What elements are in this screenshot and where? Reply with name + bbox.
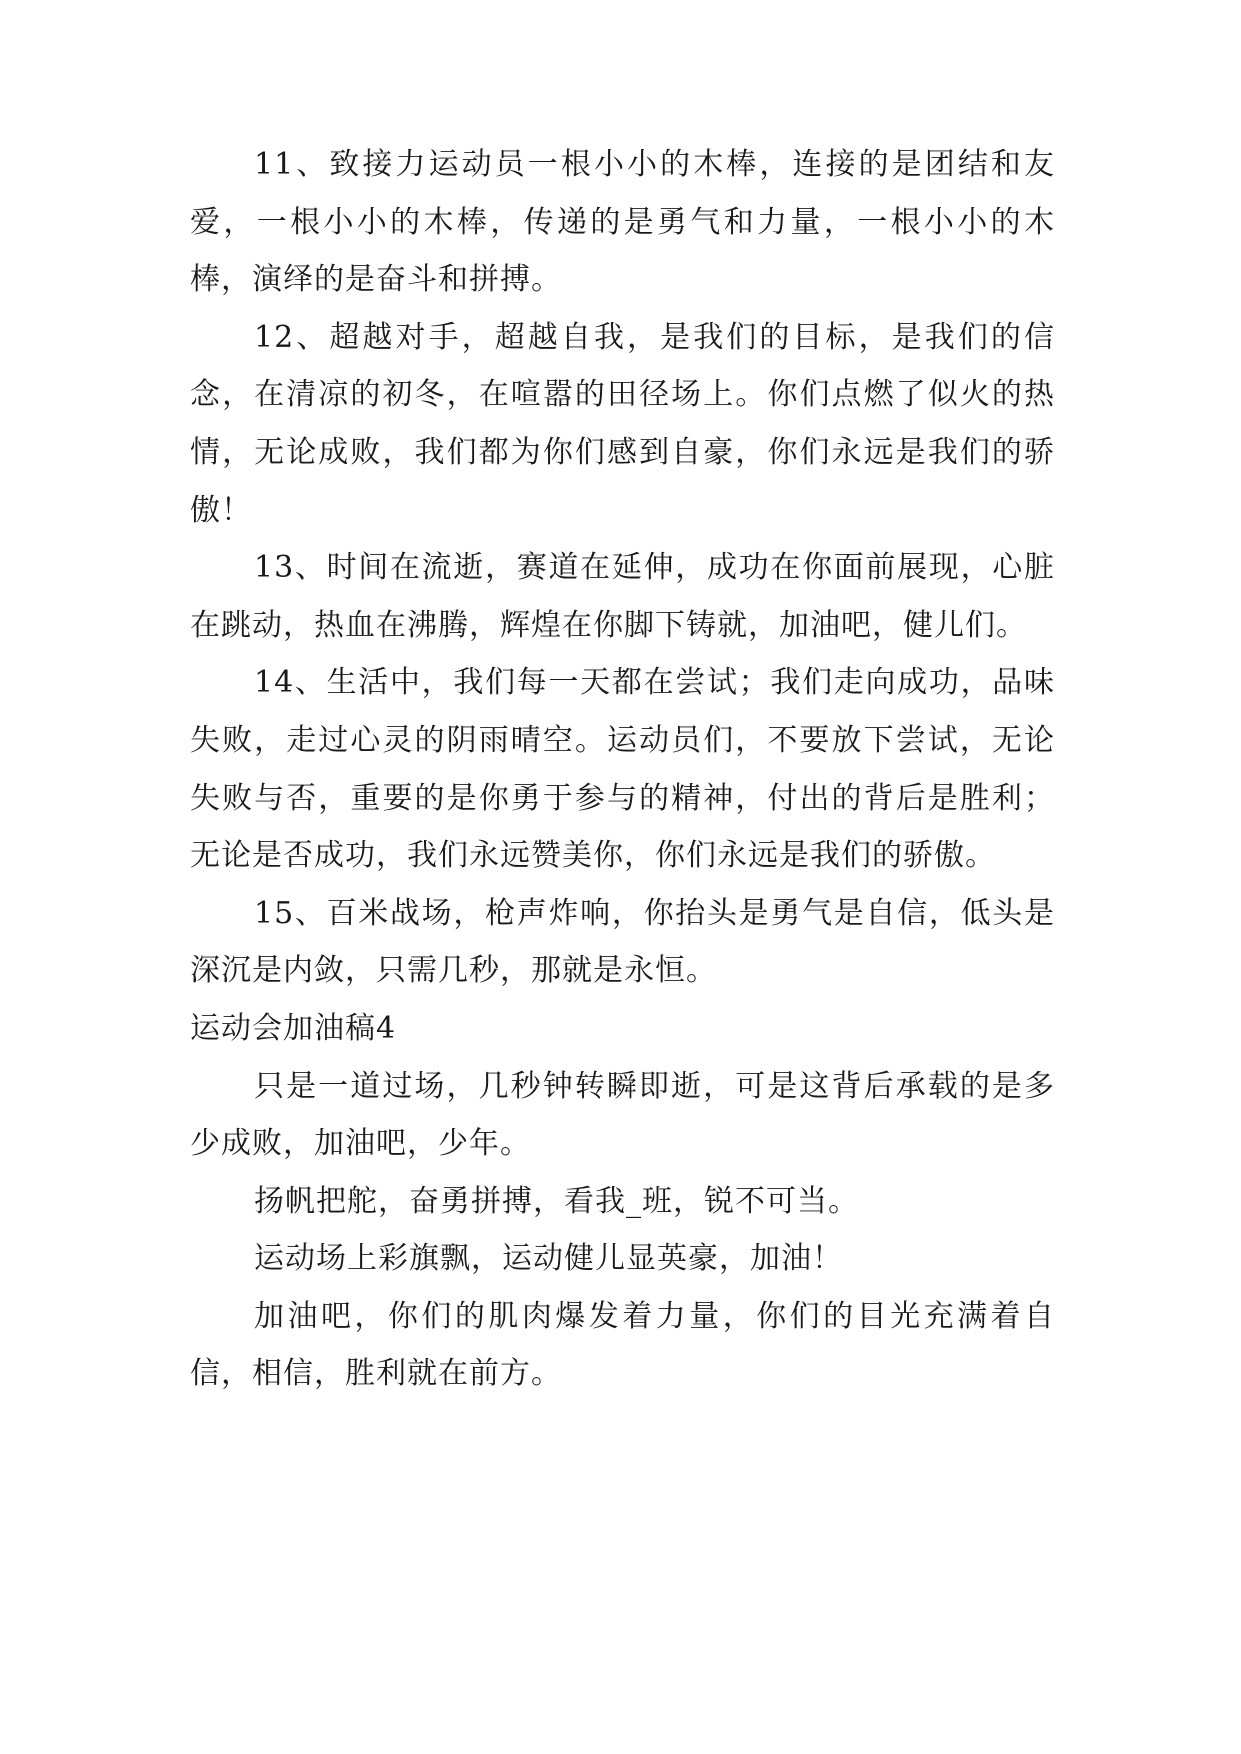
- paragraph-c: 运动场上彩旗飘，运动健儿显英豪，加油！: [254, 1241, 843, 1277]
- paragraph-d: 加油吧，你们的肌肉爆发着力量，你们的目光充满着自信，相信，胜利就在前方。: [190, 1298, 1055, 1392]
- paragraph-12: 12、超越对手，超越自我，是我们的目标，是我们的信念，在清凉的初冬，在喧嚣的田径场上。你们点燃了似火的热情，无论成败，我们都为你们感到自豪，你们永远是我们的骄傲！: [190, 319, 1055, 528]
- section-title: 运动会加油稿4: [190, 1010, 397, 1046]
- paragraph-11: 11、致接力运动员一根小小的木棒，连接的是团结和友爱，一根小小的木棒，传递的是勇气和力量，一根小小的木棒，演绎的是奋斗和拼搏。: [190, 147, 1055, 298]
- paragraph-15: 15、百米战场，枪声炸响，你抬头是勇气是自信，低头是深沉是内敛，只需几秒，那就是永恒。: [190, 895, 1055, 989]
- paragraph-a: 只是一道过场，几秒钟转瞬即逝，可是这背后承载的是多少成败，加油吧，少年。: [190, 1068, 1055, 1162]
- paragraph-13: 13、时间在流逝，赛道在延伸，成功在你面前展现，心脏在跳动，热血在沸腾，辉煌在你脚下铸就，加油吧，健儿们。: [190, 550, 1055, 643]
- document-page: [190, 136, 1055, 1403]
- paragraph-b: 扬帆把舵，奋勇拼搏，看我_班，锐不可当。: [254, 1183, 859, 1219]
- paragraph-14: 14、生活中，我们每一天都在尝试；我们走向成功，品味失败，走过心灵的阴雨晴空。运动员们，不要放下尝试，无论失败与否，重要的是你勇于参与的精神，付出的背后是胜利；无论是否成功，我们永远赞美你，你们永远是我们的骄傲。: [190, 665, 1055, 874]
